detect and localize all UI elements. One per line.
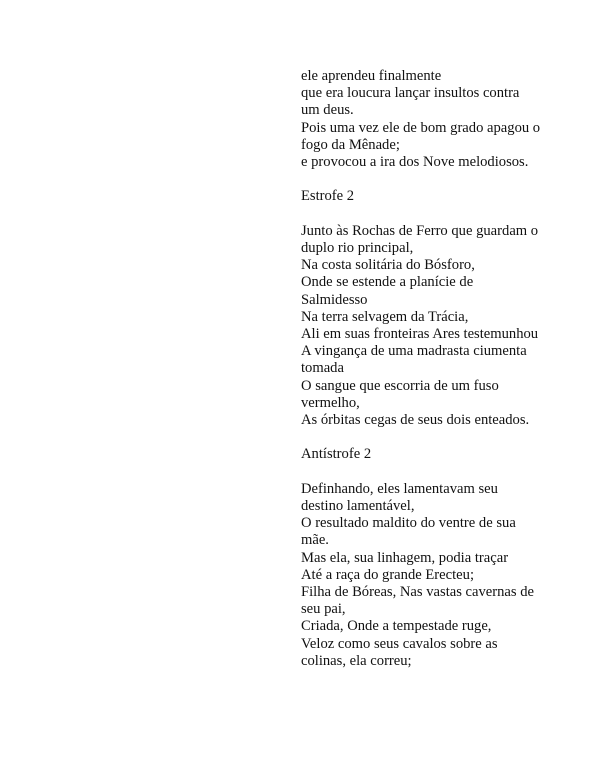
verse-line: Filha de Bóreas, Nas vastas cavernas de seu pai,	[301, 584, 535, 618]
verse-line: Onde se estende a planície de Salmidesso	[301, 274, 474, 308]
section-heading-antistrofe-2: Antístrofe 2	[301, 446, 372, 463]
verse-line: Na terra selvagem da Trácia,	[301, 308, 469, 325]
verse-line: Mas ela, sua linhagem, podia traçar	[301, 549, 509, 566]
verse-line: Criada, Onde a tempestade ruge,	[301, 618, 492, 635]
verse-line: Veloz como seus cavalos sobre as colinas, ela correu;	[301, 635, 498, 669]
verse-line: Até a raça do grande Erecteu;	[301, 566, 474, 583]
stanza-1	[301, 68, 541, 171]
verse-line: ele aprendeu finalmente	[301, 68, 442, 84]
poem-column	[301, 68, 541, 687]
verse-line: Junto às Rochas de Ferro que guardam o duplo rio principal,	[301, 222, 539, 256]
verse-line: Na costa solitária do Bósforo,	[301, 257, 475, 274]
verse-line: O sangue que escorria de um fuso vermelho,	[301, 377, 499, 411]
verse-line: que era loucura lançar insultos contra um deus.	[301, 85, 520, 119]
stanza-3	[301, 481, 541, 670]
verse-line: e provocou a ira dos Nove melodiosos.	[301, 154, 529, 171]
verse-line: Pois uma vez ele de bom grado apagou o fogo da Mênade;	[301, 119, 541, 153]
verse-line: O resultado maldito do ventre de sua mãe.	[301, 515, 516, 549]
verse-line: Definhando, eles lamentavam seu destino lamentável,	[301, 480, 498, 515]
stanza-2	[301, 223, 541, 429]
section-heading-estrofe-2: Estrofe 2	[301, 188, 355, 205]
verse-line: As órbitas cegas de seus dois enteados.	[301, 412, 530, 429]
verse-line: A vingança de uma madrasta ciumenta tomada	[301, 343, 527, 377]
verse-line: Ali em suas fronteiras Ares testemunhou	[301, 326, 539, 343]
